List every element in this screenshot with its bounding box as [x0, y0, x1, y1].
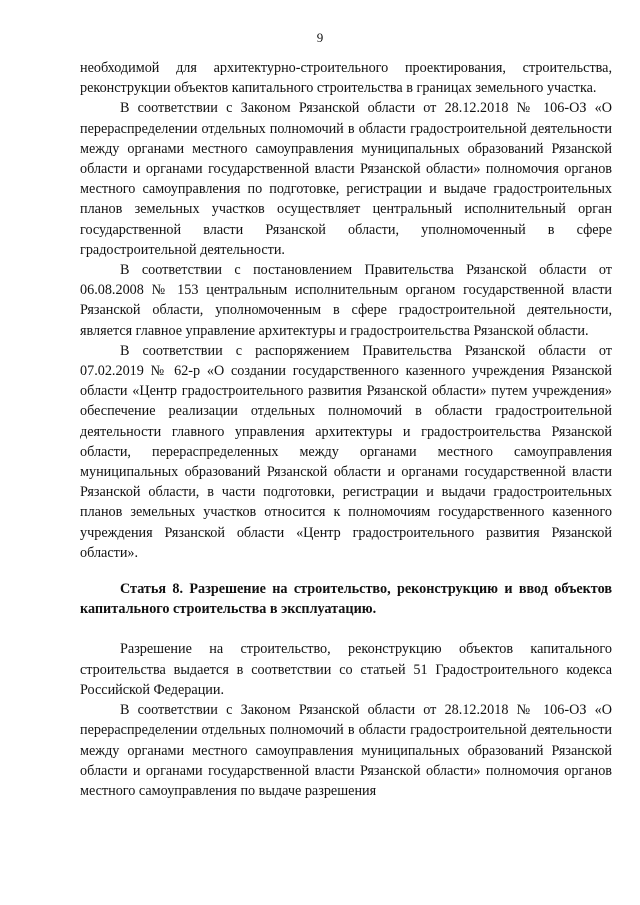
- paragraph-law-106-permit: В соответствии с Законом Рязанской области от 28.12.2018 № 106-ОЗ «О перераспределении отдельных полномочий в области градостроительной деятельности между органами местного самоуправления муниципальных образований Рязанской области и органами государственной власти Рязанской области» полномочия органов местного самоуправления по выдаче разрешения: [80, 702, 612, 799]
- paragraph-building-permit: Разрешение на строительство, реконструкцию объектов капитального строительства выдается в соответствии со статьей 51 Градостроительного кодекса Российской Федерации.: [80, 641, 612, 698]
- paragraph-order-62: В соответствии с распоряжением Правительства Рязанской области от 07.02.2019 № 62-р «О создании государственного казенного учреждения Рязанской области «Центр градостроительного развития Рязанской области» путем учреждения» обеспечение реализации отдельных полномочий в области градостроительной деятельности главного управления архитектуры и градостроительства Рязанской области, перераспределенных между органами местного самоуправления муниципальных образований Рязанской области и органами государственной власти Рязанской области, в части подготовки, регистрации и выдачи градостроительных планов земельных участков относится к полномочиям государственного казенного учреждения Рязанской области «Центр градостроительного развития Рязанской области».: [80, 342, 612, 561]
- paragraph-law-106: В соответствии с Законом Рязанской области от 28.12.2018 № 106-ОЗ «О перераспределении отдельных полномочий в области градостроительной деятельности между органами местного самоуправления муниципальных образований Рязанской области и органами государственной власти Рязанской области» полномочия органов местного самоуправления по подготовке, регистрации и выдаче градостроительных планов земельных участков осуществляет центральный исполнительный орган государственной власти Рязанской области, уполномоченный в сфере градостроительной деятельности.: [80, 100, 612, 258]
- paragraph-resolution-153: В соответствии с постановлением Правительства Рязанской области от 06.08.2008 № 153 центральным исполнительным органом государственной власти Рязанской области, уполномоченным в сфере градостроительной деятельности, является главное управление архитектуры и градостроительства Рязанской области.: [80, 262, 612, 339]
- paragraph-continuation: необходимой для архитектурно-строительного проектирования, строительства, реконструкции объектов капитального строительства в границах земельного участка.: [80, 60, 612, 97]
- article-8-heading: Статья 8. Разрешение на строительство, реконструкцию и ввод объектов капитального строительства в эксплуатацию.: [80, 581, 612, 618]
- page-number: 9: [316, 30, 324, 45]
- document-body: [80, 58, 612, 801]
